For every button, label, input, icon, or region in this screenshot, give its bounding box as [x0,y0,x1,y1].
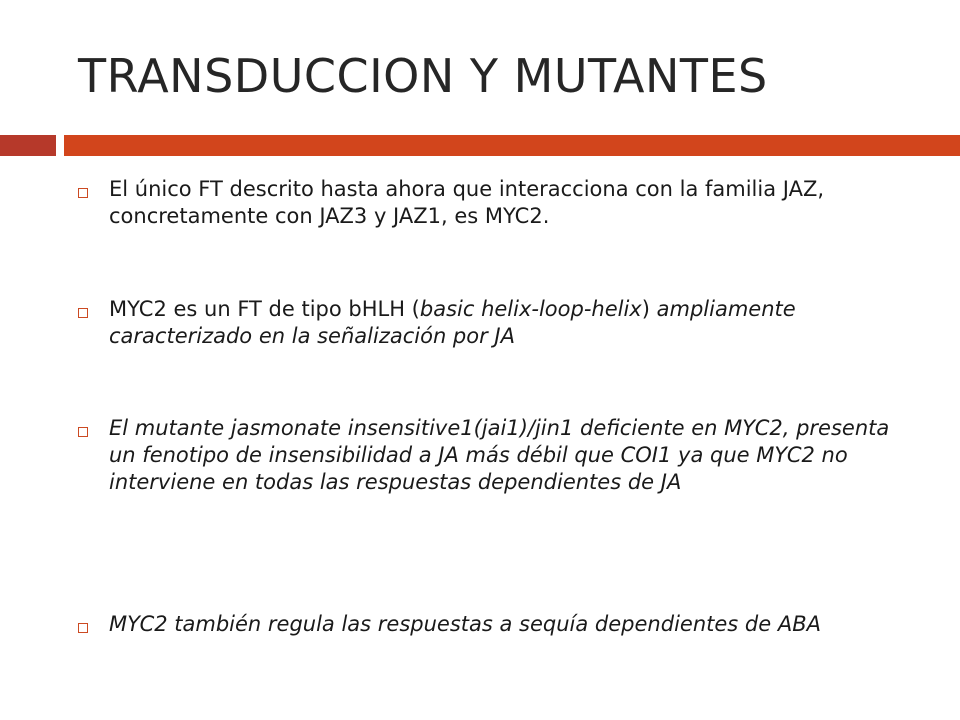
bullet-item-2 [78,296,918,350]
square-bullet-icon [78,188,88,198]
bullet-4-italic-text: MYC2 también regula las respuestas a sequía dependientes de ABA [109,612,821,636]
bullet-item-3 [78,415,918,496]
slide-title: TRANSDUCCION Y MUTANTES [78,49,768,103]
bullet-item-1 [78,176,918,230]
bullet-2-part-2: basic helix-loop-helix [419,297,642,321]
bullet-text-1: El único FT descrito hasta ahora que interacciona con la familia JAZ, concretamente con JAZ3 y JAZ1, es MYC2. [109,177,825,228]
bullet-2-part-1: MYC2 es un FT de tipo bHLH ( [109,297,420,321]
bullet-2-part-3: ) [641,297,657,321]
bullet-text-4 [109,611,918,638]
square-bullet-icon [78,308,88,318]
bullet-item-4 [78,611,918,638]
square-bullet-icon [78,623,88,633]
bullet-2-part-4: ampliamente caracterizado en la señalización por JA [109,297,796,348]
bullet-3-italic-text: El mutante jasmonate insensitive1(jai1)/jin1 deficiente en MYC2, presenta un fenotipo de insensibilidad a JA más débil que COI1 ya que MYC2 no interviene en todas las respuestas dependientes de JA [109,416,890,494]
title-accent-bar-left [0,135,56,156]
bullet-text-3 [109,415,918,496]
title-accent-bar-right [64,135,960,156]
bullet-text-2 [109,296,918,350]
square-bullet-icon [78,427,88,437]
